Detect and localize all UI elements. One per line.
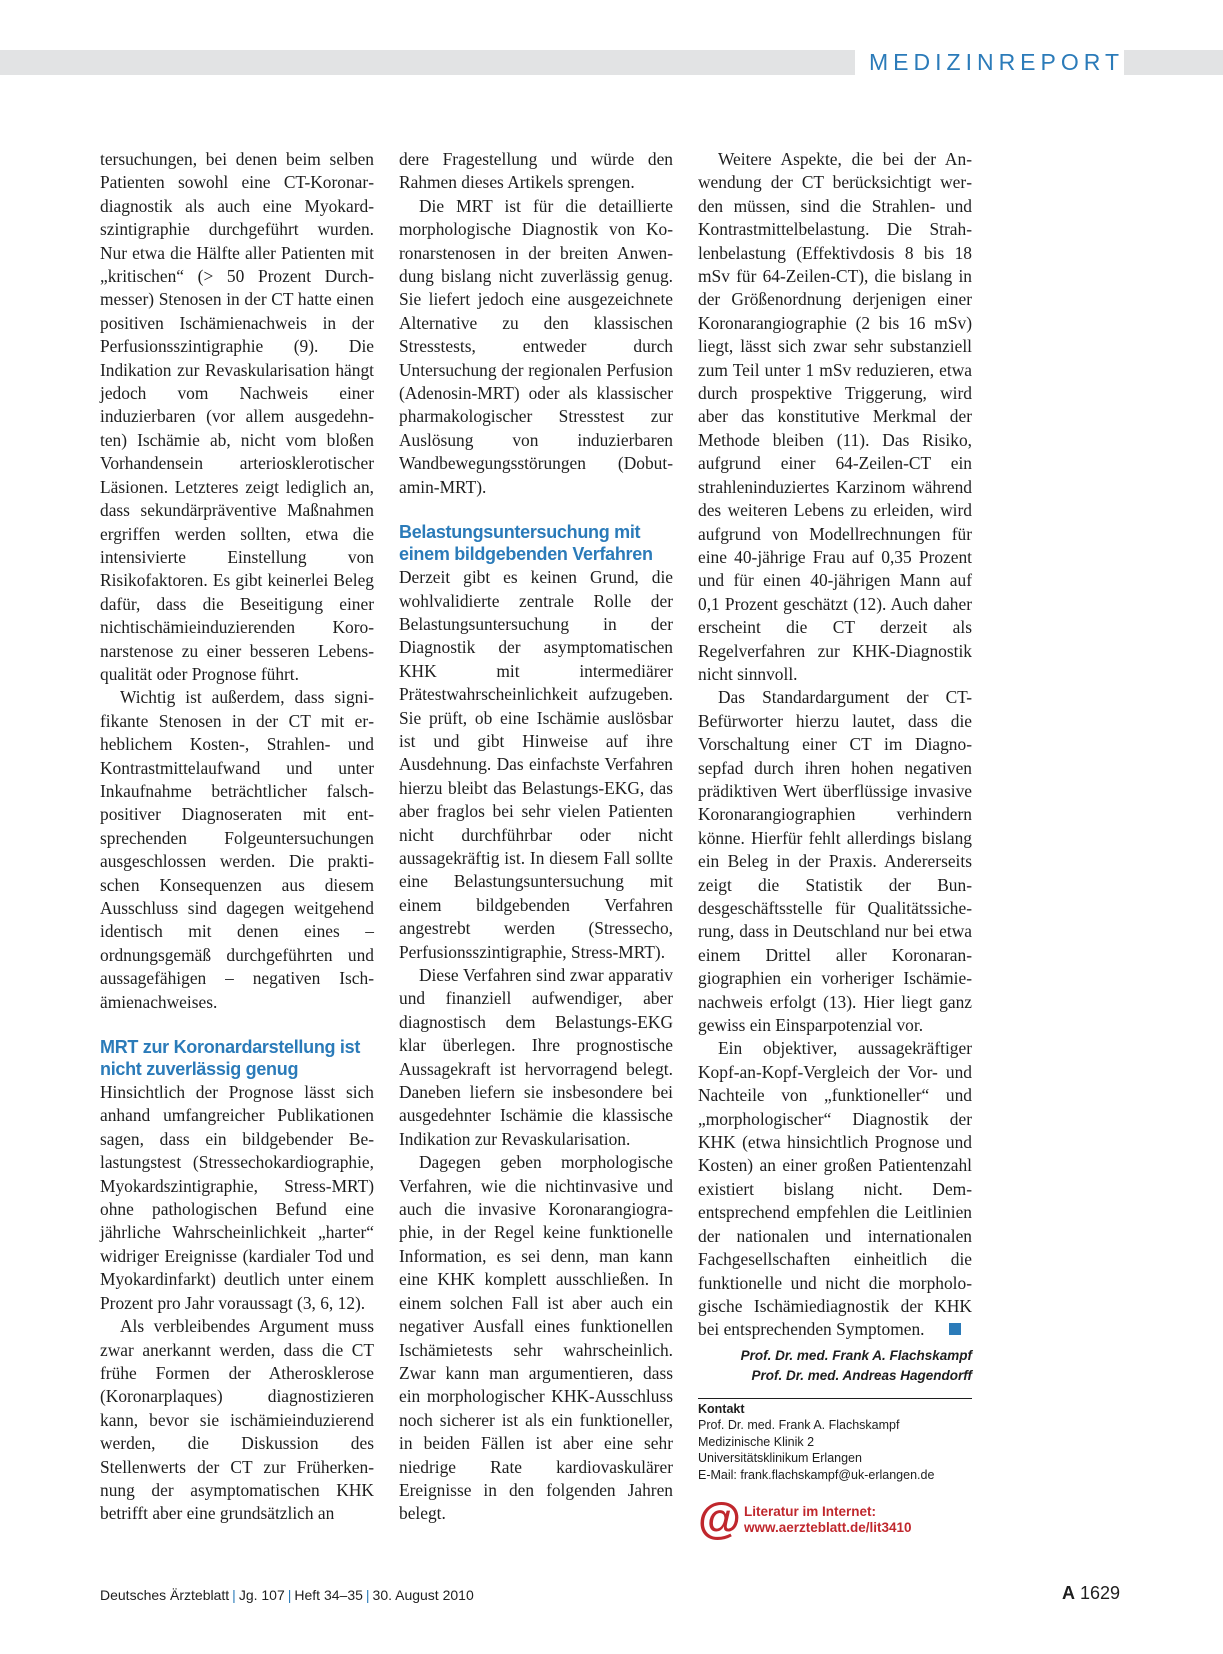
contact-heading: Kontakt xyxy=(698,1401,745,1416)
issue: Heft 34–35 xyxy=(294,1587,363,1603)
paragraph: Diese Verfahren sind zwar apparativ und finanziell aufwendiger, aber diagnostisch dem Belastungs-EKG klar überlegen. Ihre prognostische Aussagekraft ist hervorragend belegt. Daneben liefern sie insbesondere bei ausgedehnter Ischämie die klassische Indikation zur Revaskularisation. xyxy=(399,965,673,1149)
paragraph: Die MRT ist für die detaillierte morphologische Diagnostik von Koronarstenosen in der breiten Anwendung bislang nicht zuverlässig genug. Sie liefert jedoch eine ausgezeichnete Alternative zu den klassischen Stresstests, entweder durch Untersuchung der regionalen Perfusion (Adenosin-MRT) oder als klassischer pharmakologischer Stresstest zur Auslösung von induzierbaren Wandbewegungsstörungen (Dobutamin-MRT). xyxy=(399,195,673,497)
paragraph: tersuchungen, bei denen beim selben Patienten sowohl eine CT-Koronardiagnostik als auch eine Myokardszintigraphie durchgeführt wurden. Nur etwa die Hälfte aller Patienten mit „kritischen“ (> 50 Prozent Durchmesser) Stenosen in der CT hatte einen positiven Ischämienachweis in der Perfusionsszintigraphie (9). Die Indikation zur Revaskularisation hängt jedoch vom Nachweis einer induzierbaren (vor allem ausgedehnten) Ischämie ab, nicht vom bloßen Vorhandensein arteriosklerotischer Läsionen. Letzteres zeigt lediglich an, dass sekundärpräventive Maßnahmen ergriffen werden sollten, etwa die intensivierte Einstellung von Risikofaktoren. Es gibt keinerlei Beleg dafür, dass die Beseitigung einer nichtischämieinduzierenden Koronarstenose zu einer besseren Lebensqualität oder Prognose führt. xyxy=(100,149,374,684)
journal-name: Deutsches Ärzteblatt xyxy=(100,1587,230,1603)
separator: | xyxy=(287,1587,292,1603)
separator: | xyxy=(232,1587,236,1603)
at-sign-icon: @ xyxy=(698,1494,741,1544)
contact-box xyxy=(698,1398,972,1484)
column-2 xyxy=(399,148,673,1526)
subheading: Belastungsuntersuchung mit einem bildgebenden Verfahren xyxy=(399,522,653,565)
column-1 xyxy=(100,148,374,1526)
volume: Jg. 107 xyxy=(238,1587,285,1603)
paragraph: Wichtig ist außerdem, dass signifikante Stenosen in der CT mit erheblichem Kosten-, Strahlen- und Kontrastmittelaufwand und unter Inkaufnahme beträchtlicher falschpositiver Diagnoseraten mit entsprechenden Folgeuntersuchungen ausgeschlossen werden. Die praktischen Konsequenzen aus diesem Ausschluss sind dagegen weitgehend identisch mit denen eines – ordnungsgemäß durchgeführten und aussagefähigen – negativen Ischämienachweises. xyxy=(100,687,374,1012)
footer-citation xyxy=(100,1587,474,1603)
author-name: Prof. Dr. med. Andreas Hagendorff xyxy=(751,1367,972,1383)
paragraph: dere Fragestellung und würde den Rahmen dieses Artikels sprengen. xyxy=(399,149,673,193)
author-block xyxy=(698,1346,972,1386)
contact-line: Universitätsklinikum Erlangen xyxy=(698,1451,862,1466)
separator: | xyxy=(365,1587,370,1603)
paragraph: Weitere Aspekte, die bei der Anwendung der CT berücksichtigt werden müssen, sind die Strahlen- und Kontrastmittelbelastung. Die Strahlenbelastung (Effektivdosis 8 bis 18 mSv für 64-Zeilen-CT), die bislang in der Größenordnung derjenigen einer Koronarangiographie (2 bis 16 mSv) liegt, lässt sich zwar sehr substanziell zum Teil unter 1 mSv reduzieren, etwa durch prospektive Triggerung, wird aber das konstitutive Merkmal der Methode bleiben (11). Das Risiko, aufgrund einer 64-Zeilen-CT ein strahleninduziertes Karzinom während des weiteren Lebens zu erleiden, wird aufgrund von Modellrechnungen für eine 40-jährige Frau auf 0,35 Prozent und für einen 40-jährigen Mann auf 0,1 Prozent geschätzt (12). Auch daher erscheint die CT derzeit als Regelverfahren zur KHK-Diagnostik nicht sinnvoll. xyxy=(698,149,972,684)
contact-line: Medizinische Klinik 2 xyxy=(698,1434,815,1449)
literature-url[interactable]: www.aerzteblatt.de/lit3410 xyxy=(744,1520,912,1536)
page-number xyxy=(1062,1583,1120,1604)
paragraph: Dagegen geben morphologische Verfahren, wie die nichtinvasive und auch die invasive Koronarangiographie, in der Regel keine funktionelle Information, es sei denn, man kann eine KHK komplett ausschließen. In einem solchen Fall ist aber auch ein negativer Ausfall eines funktionellen Ischämietests sehr wahrscheinlich. Zwar kann man argumentieren, dass ein morphologischer KHK-Ausschluss noch sicherer ist als ein funktioneller, in beiden Fällen ist aber eine sehr niedrige Rate kardiovaskulärer Ereignisse in den folgenden Jahren belegt. xyxy=(399,1152,673,1524)
page-number-value: 1629 xyxy=(1079,1583,1120,1603)
paragraph-final xyxy=(698,1037,972,1341)
section-label: MEDIZINREPORT xyxy=(855,48,1124,77)
column-3 xyxy=(698,148,972,1544)
paragraph-text: Ein objektiver, aussagekräftiger Kopf-an-Kopf-Vergleich der Vor- und Nachteile von „funktioneller“ und „morphologischer“ Diagnostik der KHK (etwa hinsichtlich Prognose und Kosten) an einer großen Patientenzahl existiert bislang nicht. Dementsprechend empfehlen die Leitlinien der nationalen und internationalen Fachgesellschaften einheitlich die funktionelle und nicht die morphologische Ischämiediagnostik der KHK bei entsprechenden Symptomen. xyxy=(698,1038,972,1340)
paragraph: Als verbleibendes Argument muss zwar anerkannt werden, dass die CT frühe Formen der Atherosklerose (Koronarplaques) diagnostizieren kann, bevor sie ischämieinduzierend werden, die Diskussion des Stellenwerts der CT zur Früherkennung der asymptomatischen KHK betrifft aber eine grundsätzlich an xyxy=(100,1316,374,1524)
paragraph: Das Standardargument der CT-Befürworter hierzu lautet, dass die Vorschaltung einer CT im Diagnosepfad durch ihren hohen negativen prädiktiven Wert überflüssige invasive Koronarangiographien verhindern könne. Hierfür fehlt allerdings bislang ein Beleg in der Praxis. Andererseits zeigt die Statistik der Bundesgeschäftsstelle für Qualitätssicherung, dass in Deutschland nur bei etwa einem Drittel aller Koronarangiographien ein vorheriger Ischämienachweis erfolgt (13). Hier liegt ganz gewiss ein Einsparpotenzial vor. xyxy=(698,687,972,1036)
subheading: MRT zur Koronardarstellung ist nicht zuverlässig genug xyxy=(100,1037,361,1080)
paragraph: Hinsichtlich der Prognose lässt sich anhand umfangreicher Publikationen sagen, dass ein bildgebender Belastungstest (Stressechokardiographie, Myokardszintigraphie, Stress-MRT) ohne pathologischen Befund eine jährliche Wahrscheinlichkeit „harter“ widriger Ereignisse (kardialer Tod und Myokardinfarkt) deutlich unter einem Prozent pro Jahr voraussagt (3, 6, 12). xyxy=(100,1082,374,1313)
literature-link-box[interactable] xyxy=(698,1494,972,1544)
contact-line: Prof. Dr. med. Frank A. Flachskampf xyxy=(698,1418,900,1433)
literature-text xyxy=(744,1504,912,1536)
literature-label: Literatur im Internet: xyxy=(744,1504,877,1520)
contact-email[interactable]: E-Mail: frank.flachskampf@uk-erlangen.de xyxy=(698,1467,935,1482)
end-mark-icon xyxy=(949,1323,961,1335)
date: 30. August 2010 xyxy=(372,1587,474,1603)
author-name: Prof. Dr. med. Frank A. Flachskampf xyxy=(740,1347,972,1363)
paragraph: Derzeit gibt es keinen Grund, die wohlvalidierte zentrale Rolle der Belastungsuntersuchung in der Diagnostik der asymptomatischen KHK mit intermediärer Prätestwahrscheinlichkeit aufzugeben. Sie prüft, ob eine Ischämie auslösbar ist und gibt Hinweise auf ihre Ausdehnung. Das einfachste Verfahren hierzu bleibt das Belastungs-EKG, das aber fraglos bei sehr vielen Patienten nicht durchführbar oder nicht aussagekräftig ist. In diesem Fall sollte eine Belastungsuntersuchung mit einem bildgebenden Verfahren angestrebt werden (Stressecho, Perfusionsszintigraphie, Stress-MRT). xyxy=(399,567,673,962)
page-prefix: A xyxy=(1061,1583,1075,1603)
